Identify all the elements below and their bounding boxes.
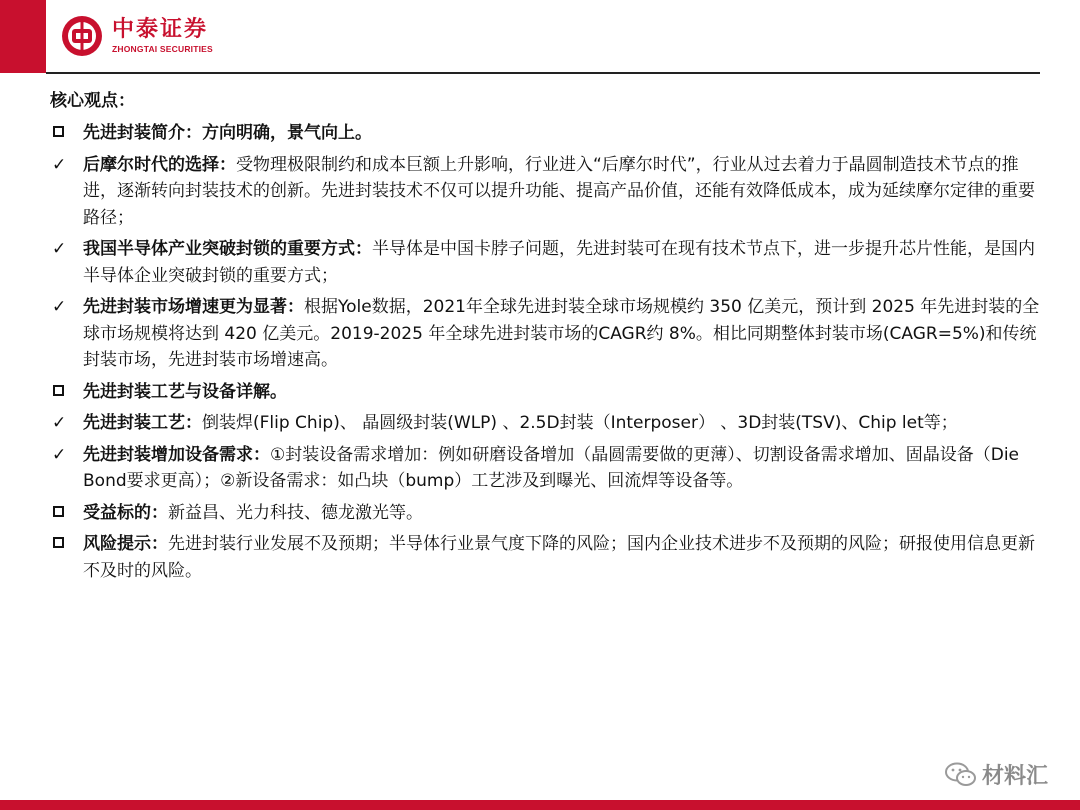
bullet-lead: 先进封装工艺与设备详解。 <box>83 381 287 402</box>
bullet-marker <box>50 236 83 262</box>
bullet-body: 先进封装行业发展不及预期；半导体行业景气度下降的风险；国内企业技术进步不及预期的风险；研报使用信息更新不及时的风险。 <box>83 534 1035 581</box>
bullet-text <box>83 120 1040 147</box>
key-points-section <box>50 88 1040 589</box>
company-logo <box>60 14 213 58</box>
watermark-text: 材料汇 <box>981 764 1048 789</box>
bullet-lead: 先进封装工艺： <box>83 413 202 433</box>
bullet-marker <box>50 442 83 468</box>
bullet-text <box>83 379 1040 406</box>
bullet-text <box>83 410 1040 437</box>
check-bullet-item <box>50 152 1040 232</box>
logo-chinese-name: 中泰证券 <box>112 16 209 42</box>
square-bullet-icon <box>53 126 64 137</box>
bullet-text <box>83 531 1040 584</box>
bullet-body: 倒装焊(Flip Chip)、 晶圆级封装(WLP) 、2.5D封装（Interposer） 、3D封装(TSV)、Chip let等； <box>202 413 958 433</box>
bullet-lead: 先进封装市场增速更为显著： <box>83 297 304 317</box>
checkmark-icon: ✓ <box>52 444 67 465</box>
bullet-text <box>83 294 1040 374</box>
zhongtai-logo-icon <box>60 14 104 58</box>
bullet-lead: 后摩尔时代的选择： <box>83 154 236 175</box>
bullet-body: ①封装设备需求增加：例如研磨设备增加（晶圆需要做的更薄）、切割设备需求增加、固晶设备（Die Bond要求更高）；②新设备需求：如凸块（bump）工艺涉及到曝光、回流焊等设备等。 <box>83 444 1020 491</box>
section-bullet-item <box>50 500 1040 527</box>
square-bullet-icon <box>53 385 64 396</box>
bullet-body: 新益昌、光力科技、德龙激光等。 <box>168 502 423 523</box>
wechat-icon <box>944 761 978 789</box>
header-divider <box>46 72 1040 74</box>
watermark <box>944 759 1048 790</box>
check-bullet-item <box>50 442 1040 495</box>
bullet-marker <box>50 410 83 436</box>
bullet-body: 受物理极限制约和成本巨额上升影响，行业进入“后摩尔时代”，行业从过去着力于晶圆制造技术节点的推进，逐渐转向封装技术的创新。先进封装技术不仅可以提升功能、提高产品价值，还能有效降低成本，成为延续摩尔定律的重要路径； <box>83 154 1035 228</box>
logo-english-name: ZHONGTAI SECURITIES <box>112 43 213 54</box>
bullet-marker <box>50 531 83 548</box>
bullet-body: 根据Yole数据，2021年全球先进封装全球市场规模约 350 亿美元，预计到 2025 年先进封装的全球市场规模将达到 420 亿美元。2019-2025 年全球先进封装市场的CAGR约 8%。相比同期整体封装市场(CAGR=5%)和传统封装市场，先进封装市场增速高。 <box>83 297 1040 370</box>
bullet-marker <box>50 120 83 137</box>
square-bullet-icon <box>53 537 64 548</box>
checkmark-icon: ✓ <box>52 239 67 259</box>
bullet-lead: 先进封装增加设备需求： <box>83 444 270 465</box>
checkmark-icon: ✓ <box>52 154 67 175</box>
bullet-marker <box>50 500 83 517</box>
checkmark-icon: ✓ <box>52 297 67 317</box>
footer-accent-bar <box>0 800 1080 810</box>
bullet-text <box>83 500 1040 527</box>
square-bullet-icon <box>53 506 64 517</box>
check-bullet-item <box>50 236 1040 289</box>
bullet-marker <box>50 152 83 178</box>
header-accent-bar <box>0 0 46 73</box>
bullet-lead: 风险提示： <box>83 534 168 554</box>
section-heading: 核心观点： <box>50 91 135 111</box>
bullet-text <box>83 442 1040 495</box>
section-bullet-item <box>50 120 1040 147</box>
check-bullet-item <box>50 294 1040 374</box>
section-bullet-item <box>50 531 1040 584</box>
bullet-marker <box>50 379 83 396</box>
bullet-marker <box>50 294 83 320</box>
section-bullet-item <box>50 379 1040 406</box>
bullet-lead: 先进封装简介：方向明确，景气向上。 <box>83 123 372 143</box>
bullet-lead: 受益标的： <box>83 502 168 523</box>
bullet-text <box>83 152 1040 232</box>
bullet-text <box>83 236 1040 289</box>
bullet-lead: 我国半导体产业突破封锁的重要方式： <box>83 239 372 259</box>
check-bullet-item <box>50 410 1040 437</box>
bullet-body: 半导体是中国卡脖子问题，先进封装可在现有技术节点下，进一步提升芯片性能，是国内半导体企业突破封锁的重要方式； <box>83 239 1035 286</box>
key-points-list <box>50 120 1040 584</box>
checkmark-icon: ✓ <box>52 413 67 433</box>
